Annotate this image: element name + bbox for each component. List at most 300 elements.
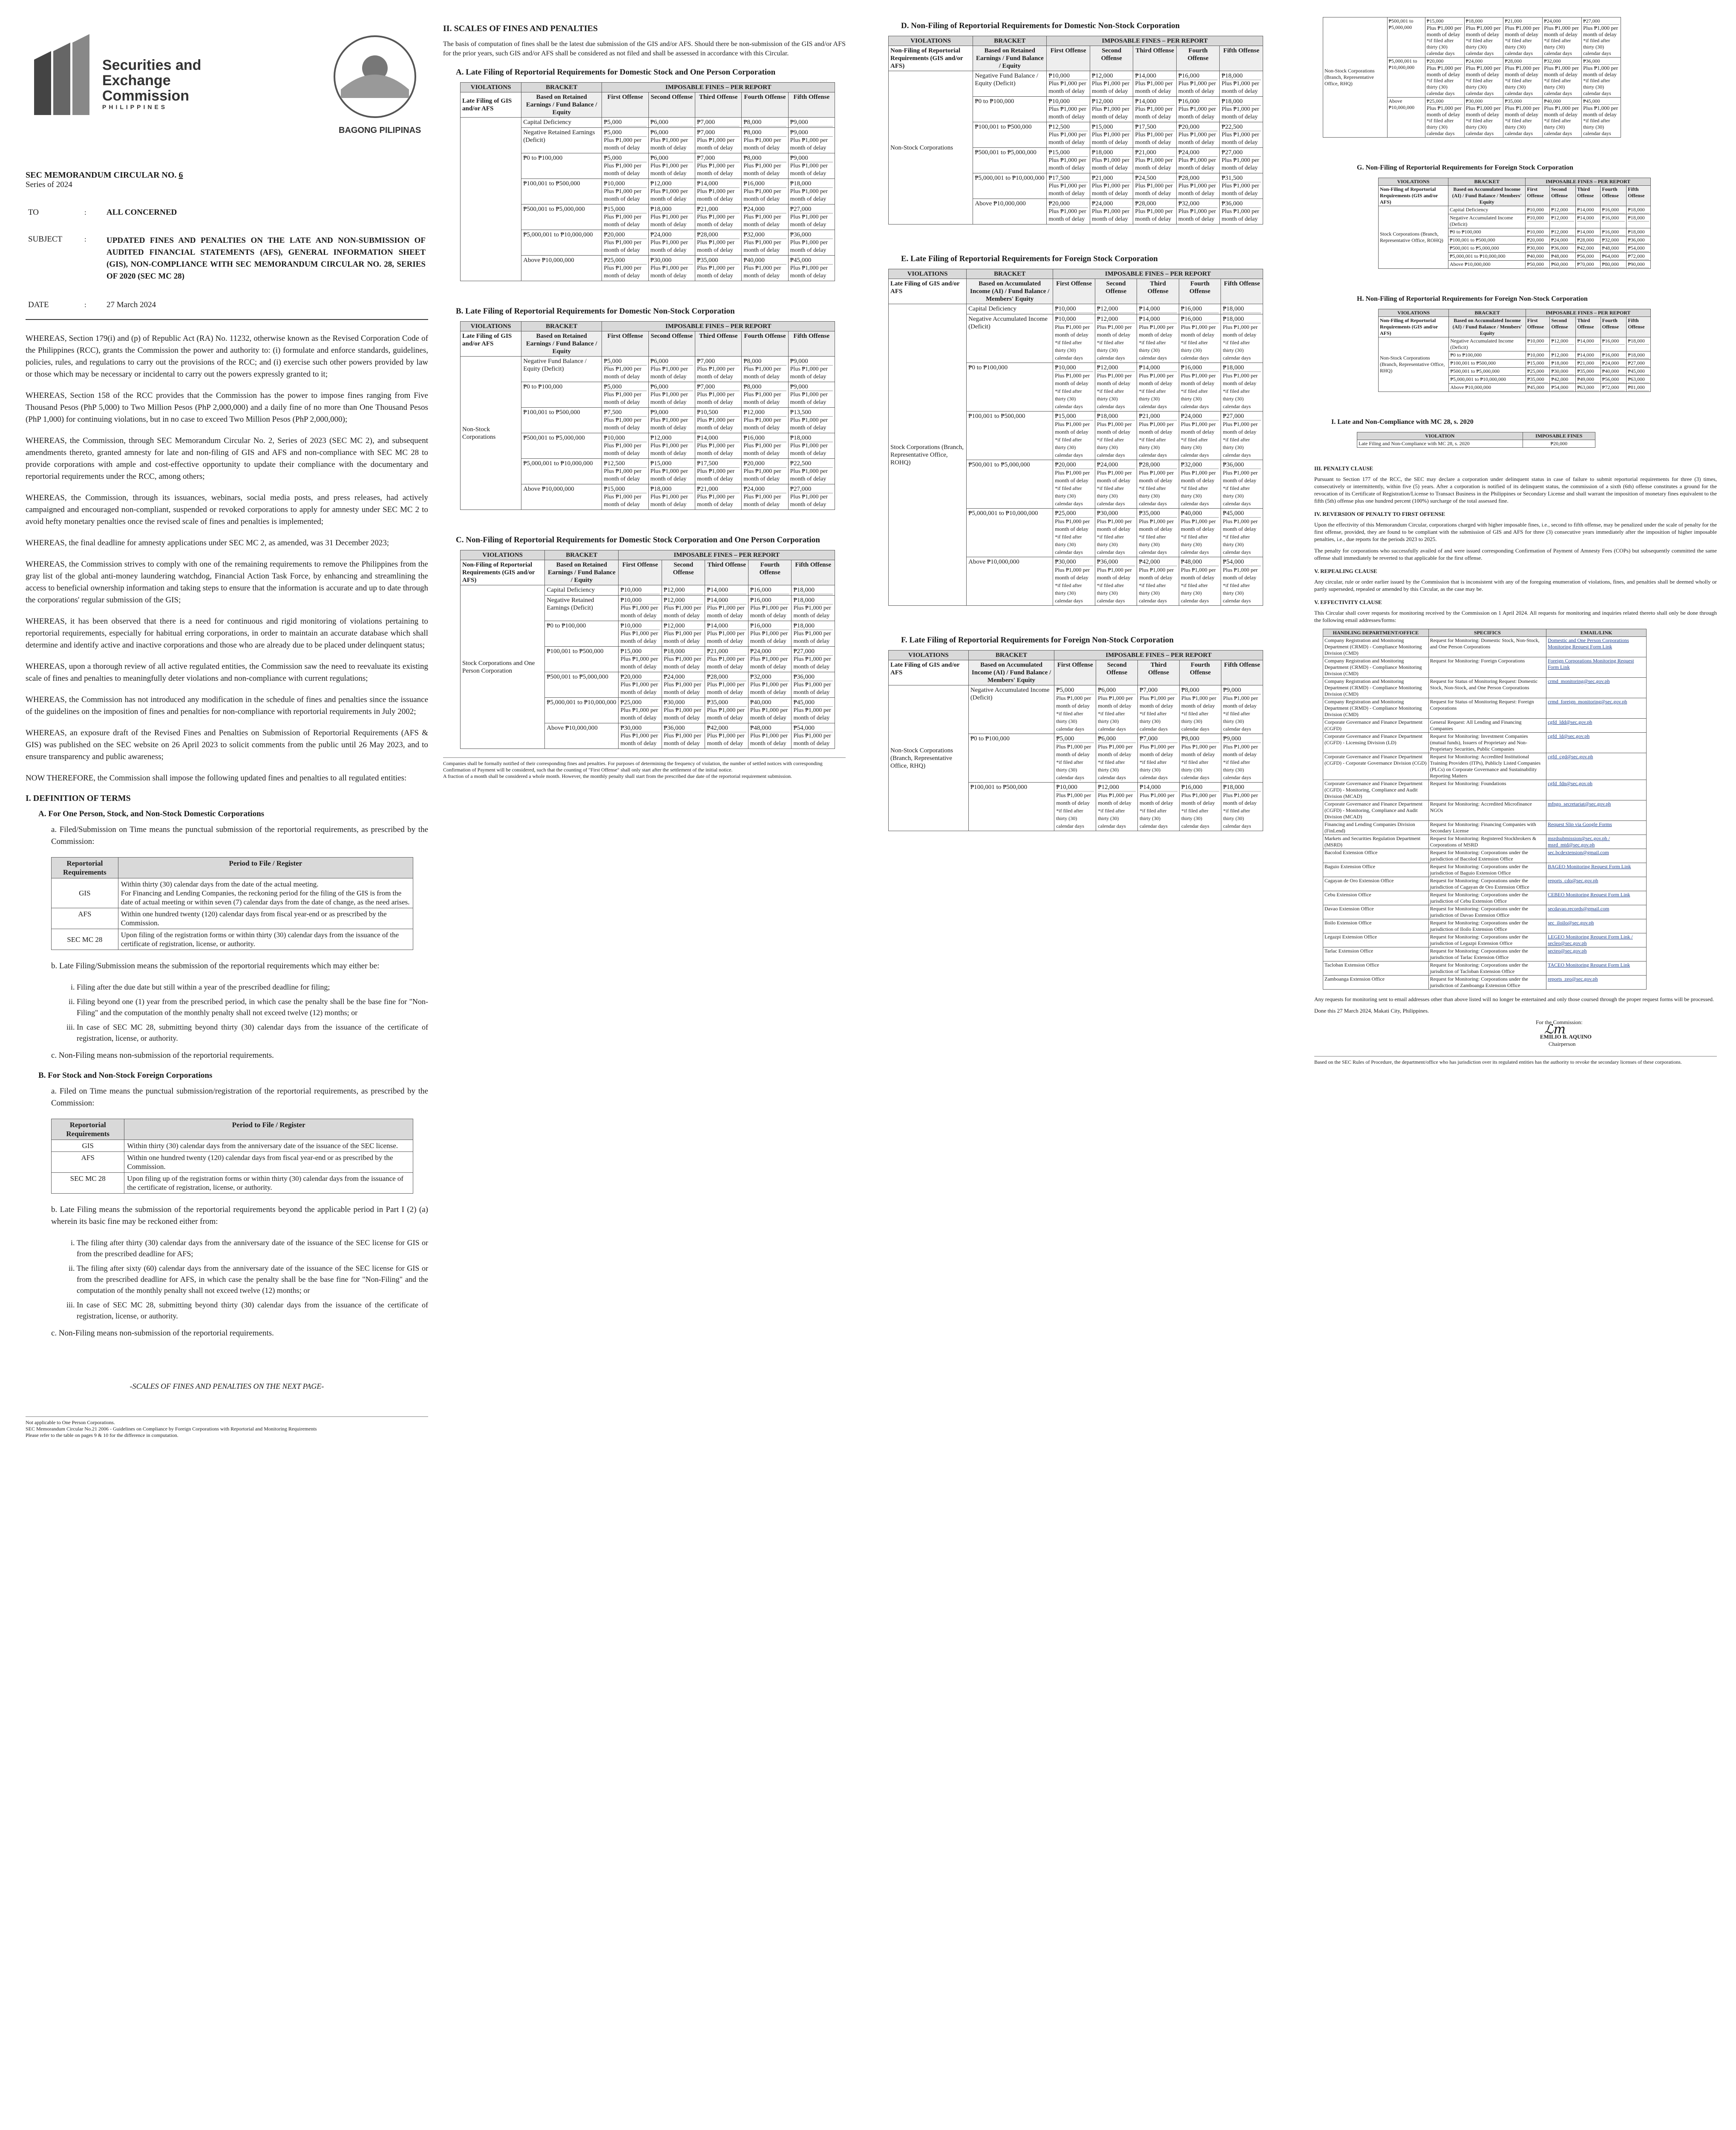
th-email: EMAIL/LINK <box>1546 629 1647 637</box>
fine-cell: ₱15,000 Plus ₱1,000 per month of delay <box>602 484 648 510</box>
fine-cell: ₱24,000 Plus ₱1,000 per month of delay <box>742 204 788 230</box>
email-link[interactable]: CEBEO Monitoring Request Form Link <box>1546 891 1647 905</box>
fine-cell: ₱32,000 Plus ₱1,000 per month of delay <box>748 672 792 698</box>
fine-cell: ₱10,000 Plus ₱1,000 per month of delay <box>619 596 662 621</box>
fine-cell: ₱6,000 Plus ₱1,000 per month of delay <box>648 128 695 153</box>
fine-cell: ₱16,000 Plus ₱1,000 per month of delay <box>1176 97 1220 122</box>
fine-cell: ₱54,000 Plus ₱1,000 per month of delay *if filed after thirty (30) calendar days <box>1221 557 1263 606</box>
definitions-title: I. DEFINITION OF TERMS <box>26 794 131 803</box>
table-a-cell: SEC MC 28 <box>52 929 118 950</box>
table-h-title: H. Non-Filing of Reportorial Requirements for Foreign Non-Stock Corporation <box>1357 295 1588 302</box>
footnote: Not applicable to One Person Corporations. <box>26 1419 115 1425</box>
footnote: A fraction of a month shall be considered a whole month. However, the monthly penalty shall start from the prescribed due date of the reportorial requirement submission. <box>443 773 792 779</box>
fine-cell: ₱8,000 Plus ₱1,000 per month of delay <box>742 153 788 179</box>
list-item: ii. The filing after sixty (60) calendar days from the anniversary date of the issuance of the SEC license for GIS or from the prescribed deadline for AFS, in which case the penalty shall be the base fine for "Non-Filing" and the computation of the monthly penalty shall not exceed twelve (12) months; or <box>77 1263 428 1296</box>
fine-cell: ₱36,000 Plus ₱1,000 per month of delay <box>792 672 835 698</box>
table-a-body <box>461 118 835 281</box>
contact-cell: Zamboanga Extension Office <box>1323 976 1429 990</box>
table-row <box>1323 733 1647 753</box>
th-violations: VIOLATIONS <box>889 651 969 660</box>
contact-cell: Request for Monitoring: Foreign Corporations <box>1428 657 1546 678</box>
email-link[interactable]: cgfd_fdn@sec.gov.ph <box>1546 780 1647 800</box>
contacts-body <box>1323 637 1647 990</box>
repealing-title: V. REPEALING CLAUSE <box>1314 568 1377 574</box>
fine-cell: ₱16,000 <box>1601 351 1627 360</box>
fine-cell: ₱14,000 <box>1576 337 1601 351</box>
fine-cell: ₱24,000 Plus ₱1,000 per month of delay *if filed after thirty (30) calendar days <box>1543 17 1582 58</box>
fine-cell: ₱14,000 <box>1576 351 1601 360</box>
fine-cell: ₱25,000 Plus ₱1,000 per month of delay <box>619 698 662 723</box>
fine-cell: ₱28,000 <box>1575 236 1601 245</box>
fine-cell: ₱14,000 <box>1575 228 1601 236</box>
fine-cell: ₱50,000 <box>1526 261 1550 269</box>
definitions-b-text: b. Late Filing/Submission means the submission of the reportorial requirements which may either be: <box>51 961 380 970</box>
table-row <box>1323 947 1647 961</box>
bracket-cell: Capital Deficiency <box>521 118 602 128</box>
contact-cell: Company Registration and Monitoring Department (CRMD) - Compliance Monitoring Division (CMD) <box>1323 678 1429 698</box>
fines-table-i <box>1357 432 1595 448</box>
fine-cell: ₱17,500 Plus ₱1,000 per month of delay <box>695 459 741 484</box>
contact-cell: Corporate Governance and Finance Department (CGFD) - Monitoring, Compliance and Audit Division (MCAD) <box>1323 780 1429 800</box>
fine-cell: ₱18,000 Plus ₱1,000 per month of delay <box>648 484 695 510</box>
bracket-cell: ₱500,001 to ₱5,000,000 <box>1448 245 1525 253</box>
contact-cell: Request for Monitoring: Corporations under the jurisdiction of Zamboanga Extension Office <box>1428 976 1546 990</box>
bracket-cell: ₱100,001 to ₱500,000 <box>968 783 1054 831</box>
bracket-cell: Above ₱10,000,000 <box>1449 384 1526 392</box>
fines-table-f <box>888 650 1263 831</box>
fine-cell: ₱9,000 Plus ₱1,000 per month of delay *if filed after thirty (30) calendar days <box>1221 734 1263 783</box>
fine-cell: ₱8,000 Plus ₱1,000 per month of delay *if filed after thirty (30) calendar days <box>1180 685 1221 734</box>
contact-cell: Request for Monitoring: Accredited Institutional Training Providers (ITPs), Publicly Listed Companies (PLCs) on Corporate Governance and Sustainability Reporting Matters <box>1428 753 1546 780</box>
fine-cell: ₱10,500 Plus ₱1,000 per month of delay <box>695 408 741 433</box>
table-row <box>889 71 1263 97</box>
bracket-cell: ₱0 to ₱100,000 <box>1449 351 1526 360</box>
to-value: ALL CONCERNED <box>107 208 177 217</box>
bracket-cell: ₱100,001 to ₱500,000 <box>545 647 619 672</box>
offense-head: First Offense <box>1054 660 1096 685</box>
fine-cell: ₱45,000 Plus ₱1,000 per month of delay *if filed after thirty (30) calendar days <box>1582 98 1621 138</box>
fines-table-f-cont <box>1323 17 1621 138</box>
fine-cell: ₱7,500 Plus ₱1,000 per month of delay <box>602 408 648 433</box>
fine-cell: ₱54,000 <box>1627 245 1651 253</box>
page-2 <box>443 17 846 780</box>
table-f-body <box>889 685 1263 831</box>
fine-cell: ₱30,000 <box>1526 245 1550 253</box>
offense-head: First Offense <box>1053 279 1095 304</box>
fine-cell: ₱8,000 Plus ₱1,000 per month of delay <box>742 382 788 408</box>
th-bracket: BRACKET <box>545 550 619 560</box>
offense-head: Fifth Offense <box>1627 317 1651 337</box>
email-link[interactable]: msrdsubmission@sec.gov.ph / msrd_mtd@sec.gov.ph <box>1546 835 1647 849</box>
table-row <box>1323 835 1647 849</box>
fine-cell: ₱32,000 Plus ₱1,000 per month of delay *if filed after thirty (30) calendar days <box>1179 460 1221 509</box>
bracket-head: Based on Accumulated Income (AI) / Fund Balance / Members' Equity <box>967 279 1053 304</box>
contact-cell: Company Registration and Monitoring Department (CRMD) - Compliance Monitoring Division (CMD) <box>1323 637 1429 657</box>
fine-cell: ₱14,000 <box>1575 214 1601 228</box>
contact-cell: Request for Monitoring: Corporations under the jurisdiction of Baguio Extension Office <box>1428 863 1546 877</box>
fine-cell: ₱18,000 Plus ₱1,000 per month of delay *if filed after thirty (30) calendar days <box>1221 783 1263 831</box>
fine-cell: ₱35,000 <box>1526 376 1550 384</box>
table-b-cell: Within thirty (30) calendar days from the anniversary date of the issuance of the SEC license. <box>124 1140 413 1152</box>
contact-cell: Company Registration and Monitoring Department (CRMD) - Compliance Monitoring Division (CMD) <box>1323 698 1429 719</box>
footnote: SEC Memorandum Circular No.21 2006 - Guidelines on Compliance by Foreign Corporations with Reportorial and Monitoring Requirements <box>26 1426 317 1432</box>
fine-cell: ₱9,000 Plus ₱1,000 per month of delay <box>648 408 695 433</box>
bracket-cell: ₱100,001 to ₱500,000 <box>1449 360 1526 368</box>
fine-cell: ₱45,000 Plus ₱1,000 per month of delay *if filed after thirty (30) calendar days <box>1221 509 1263 557</box>
email-link[interactable]: reports_zeo@sec.gov.ph <box>1546 976 1647 990</box>
contact-cell: Tacloban Extension Office <box>1323 961 1429 976</box>
bracket-cell: ₱100,001 to ₱500,000 <box>521 408 602 433</box>
fine-cell: ₱12,000 Plus ₱1,000 per month of delay <box>1090 71 1133 97</box>
fine-cell: ₱18,000 Plus ₱1,000 per month of delay <box>788 433 835 459</box>
violation-label: Non-Filing of Reportorial Requirements (GIS and/or AFS) <box>890 47 963 69</box>
fine-cell: ₱9,000 Plus ₱1,000 per month of delay <box>788 382 835 408</box>
contact-cell: Cagayan de Oro Extension Office <box>1323 877 1429 891</box>
th-bracket: BRACKET <box>1448 178 1525 186</box>
bracket-cell: ₱500,001 to ₱5,000,000 <box>967 460 1053 509</box>
fine-cell: ₱16,000 Plus ₱1,000 per month of delay <box>742 433 788 459</box>
definitions-b-list <box>51 982 428 1044</box>
fine-cell: ₱21,000 Plus ₱1,000 per month of delay <box>1133 148 1177 173</box>
fine-cell: ₱12,500 Plus ₱1,000 per month of delay <box>602 459 648 484</box>
table-b-body <box>461 357 835 510</box>
contact-cell: Request for Monitoring: Corporations under the jurisdiction of Iloilo Extension Office <box>1428 919 1546 933</box>
table-f-title: F. Late Filing of Reportorial Requirements for Foreign Non-Stock Corporation <box>901 636 1174 645</box>
fine-cell: ₱12,000 <box>662 585 705 596</box>
fine-cell: ₱15,000 <box>1526 360 1550 368</box>
table-f-cont-body <box>1323 17 1621 138</box>
fine-cell: ₱32,000 Plus ₱1,000 per month of delay *if filed after thirty (30) calendar days <box>1543 58 1582 98</box>
table-row <box>1323 821 1647 835</box>
fine-cell: ₱28,000 Plus ₱1,000 per month of delay <box>705 672 749 698</box>
offense-head: Third Offense <box>705 560 749 585</box>
fine-cell: ₱24,500 Plus ₱1,000 per month of delay <box>1133 173 1177 199</box>
contact-cell: Baguio Extension Office <box>1323 863 1429 877</box>
bracket-cell: Negative Retained Earnings (Deficit) <box>521 128 602 153</box>
fine-cell: ₱27,000 Plus ₱1,000 per month of delay <box>792 647 835 672</box>
fines-table-h <box>1378 309 1651 392</box>
fine-cell: ₱32,000 Plus ₱1,000 per month of delay <box>742 230 788 256</box>
th-fines: IMPOSABLE FINES – PER REPORT <box>619 550 835 560</box>
fine-cell: ₱16,000 <box>1601 214 1627 228</box>
offense-head: First Offense <box>1526 317 1550 337</box>
table-row <box>1323 891 1647 905</box>
footnotes-page2 <box>443 757 846 780</box>
email-link[interactable]: cgfd_cgd@sec.gov.ph <box>1546 753 1647 780</box>
contact-cell: Request for Monitoring: Investment Companies (mutual funds), Issuers of Proprietary and Non-Proprietary Securities, Public Companies <box>1428 733 1546 753</box>
table-row <box>461 118 835 128</box>
email-link[interactable]: TACEO Monitoring Request Form Link <box>1546 961 1647 976</box>
fine-cell: ₱42,000 <box>1550 376 1576 384</box>
bracket-cell: Negative Accumulated Income (Deficit) <box>1448 214 1525 228</box>
contact-cell: Markets and Securities Regulation Department (MSRD) <box>1323 835 1429 849</box>
table-a-cell: Within thirty (30) calendar days from the date of the actual meeting. For Financing and Lending Companies, the reckoning period for the filing of the GIS is from the date of actual meeting or within seven (7) calendar days from the date of change, as the need arises. <box>118 878 413 908</box>
bracket-cell: ₱5,000,001 to ₱10,000,000 <box>1448 253 1525 261</box>
email-link[interactable]: LEGEO Monitoring Request Form Link / secleo@sec.gov.ph <box>1546 933 1647 947</box>
offense-head: First Offense <box>1047 46 1090 71</box>
whereas-7: WHEREAS, it has been observed that there is a need for continuous and rigid monitoring of violations pertaining to reportorial requirements, especially for habitual erring corporations, in order to maintain an accurate database which shall determine and identify active and inactive corporations and those who are already due to be placed under delinquent status; <box>26 617 428 650</box>
bracket-head: Based on Retained Earnings / Fund Balance / Equity <box>545 560 619 585</box>
email-link[interactable]: mfngo_secretariat@sec.gov.ph <box>1546 800 1647 821</box>
email-link[interactable]: Foreign Corporations Monitoring Request Form Link <box>1546 657 1647 678</box>
fine-cell: ₱7,000 Plus ₱1,000 per month of delay <box>695 153 741 179</box>
email-link[interactable]: Domestic and One Person Corporations Monitoring Request Form Link <box>1546 637 1647 657</box>
fine-cell: ₱5,000 Plus ₱1,000 per month of delay <box>602 128 648 153</box>
fine-cell: ₱54,000 Plus ₱1,000 per month of delay <box>792 723 835 749</box>
table-row <box>1323 905 1647 919</box>
fine-cell: ₱16,000 Plus ₱1,000 per month of delay *if filed after thirty (30) calendar days <box>1180 783 1221 831</box>
bracket-cell: Above ₱10,000,000 <box>521 484 602 510</box>
fine-cell: ₱20,000 Plus ₱1,000 per month of delay <box>602 230 648 256</box>
violation-cell <box>889 46 973 71</box>
fine-cell: ₱20,000 Plus ₱1,000 per month of delay <box>742 459 788 484</box>
bracket-head: Based on Retained Earnings / Fund Balance / Equity <box>521 331 602 357</box>
th-violations: VIOLATIONS <box>461 550 545 560</box>
footnote: Please refer to the table on pages 9 & 10 for the difference in computation. <box>26 1432 178 1438</box>
fine-cell: ₱56,000 <box>1601 376 1627 384</box>
contact-cell: Request for Status of Monitoring Request: Domestic Stock, Non-Stock, and One Person Corporations <box>1428 678 1546 698</box>
th-bracket: BRACKET <box>973 36 1047 46</box>
fine-cell: ₱35,000 Plus ₱1,000 per month of delay <box>705 698 749 723</box>
bracket-cell: ₱100,001 to ₱500,000 <box>521 179 602 204</box>
email-link[interactable]: secdavao.records@gmail.com <box>1546 905 1647 919</box>
violation-cell <box>461 560 545 585</box>
fines-table-c <box>460 550 835 749</box>
fine-cell: ₱48,000 <box>1601 245 1627 253</box>
fine-cell: ₱12,000 Plus ₱1,000 per month of delay <box>742 408 788 433</box>
fine-cell: ₱16,000 Plus ₱1,000 per month of delay <box>742 179 788 204</box>
whereas-6: WHEREAS, the Commission strives to comply with one of the remaining requirements to remove the Philippines from the gray list of the global anti-money laundering watchdog, Financial Action Task Force, by enhancing and streamlining the access to beneficial ownership information and taking steps to ensure that the information is accurate and up to date through the corporations' regular submission of the GIS; <box>26 560 428 604</box>
fine-cell: ₱90,000 <box>1627 261 1651 269</box>
list-item: iii. In case of SEC MC 28, submitting beyond thirty (30) calendar days from the issuance of the certificate of registration, license, or authority. <box>77 1299 428 1321</box>
fine-cell: ₱16,000 Plus ₱1,000 per month of delay *if filed after thirty (30) calendar days <box>1179 314 1221 363</box>
fine-cell: ₱40,000 Plus ₱1,000 per month of delay *if filed after thirty (30) calendar days <box>1543 98 1582 138</box>
fine-cell: ₱12,000 <box>1550 351 1576 360</box>
fine-cell: ₱18,000 <box>792 585 835 596</box>
offense-head: Fourth Offense <box>1601 186 1627 206</box>
bracket-cell: ₱500,001 to ₱5,000,000 <box>545 672 619 698</box>
fine-cell: ₱14,000 Plus ₱1,000 per month of delay <box>695 179 741 204</box>
violation-label: Non-Filing of Reportorial Requirements (GIS and/or AFS) <box>462 561 535 584</box>
fine-cell: ₱12,500 Plus ₱1,000 per month of delay <box>1047 122 1090 148</box>
violation-label: Late Filing of GIS and/or AFS <box>462 98 512 112</box>
for-commission: For the Commission: <box>1536 1019 1583 1025</box>
contact-cell: Bacolod Extension Office <box>1323 849 1429 863</box>
whereas-5: WHEREAS, the final deadline for amnesty applications under SEC MC 2, as amended, was 31 December 2023; <box>26 538 389 547</box>
fine-cell: ₱12,000 Plus ₱1,000 per month of delay <box>648 179 695 204</box>
email-link[interactable]: reports_cdo@sec.gov.ph <box>1546 877 1647 891</box>
fine-cell: ₱9,000 Plus ₱1,000 per month of delay <box>788 357 835 382</box>
fine-cell: ₱72,000 <box>1627 253 1651 261</box>
th-bracket: BRACKET <box>967 269 1053 279</box>
contact-cell: General Request: All Lending and Financing Companies <box>1428 719 1546 733</box>
fine-cell: ₱5,000 <box>602 118 648 128</box>
fine-cell: ₱16,000 Plus ₱1,000 per month of delay <box>748 621 792 647</box>
fine-cell: ₱32,000 <box>1601 236 1627 245</box>
table-c-body <box>461 585 835 749</box>
table-g-body <box>1379 206 1651 269</box>
fine-cell: ₱54,000 <box>1550 384 1576 392</box>
entity-cell: Stock Corporations (Branch, Representative Office, ROHQ) <box>1379 206 1448 269</box>
offense-head: Fifth Offense <box>788 331 835 357</box>
bracket-cell: ₱0 to ₱100,000 <box>545 621 619 647</box>
violation-cell <box>889 660 969 685</box>
th-fines: IMPOSABLE FINES <box>1523 432 1595 440</box>
signature-icon: ℒm <box>1544 1022 1566 1037</box>
scales-intro: The basis of computation of fines shall be the latest due submission of the GIS and/or AFS. Should there be non-submission of the GIS and/or AFS for the prior years, such GIS and/or AFS shall be considered as not filed and shall be assessed in accordance with this Circular. <box>443 40 846 57</box>
fine-cell: ₱63,000 <box>1576 384 1601 392</box>
email-link[interactable]: sec.bcdextension@gmail.com <box>1546 849 1647 863</box>
fine-cell: ₱21,000 Plus ₱1,000 per month of delay <box>705 647 749 672</box>
offense-head: Second Offense <box>1549 186 1575 206</box>
email-link[interactable]: cgfd_ldd@sec.gov.ph <box>1546 719 1647 733</box>
fine-cell: ₱9,000 <box>788 118 835 128</box>
closing-text: Any requests for monitoring sent to email addresses other than above listed will no longer be entertained and only those coursed through the proper request forms will be processed. <box>1314 996 1714 1002</box>
email-link[interactable]: secteo@sec.gov.ph <box>1546 947 1647 961</box>
bracket-cell: ₱0 to ₱100,000 <box>1448 228 1525 236</box>
violation-label: Late Filing of GIS and/or AFS <box>462 333 512 347</box>
fine-cell: ₱45,000 Plus ₱1,000 per month of delay <box>792 698 835 723</box>
email-link[interactable]: BAGEO Monitoring Request Form Link <box>1546 863 1647 877</box>
contact-cell: Davao Extension Office <box>1323 905 1429 919</box>
bracket-cell: ₱0 to ₱100,000 <box>521 153 602 179</box>
fine-cell: ₱10,000 <box>1526 228 1550 236</box>
offense-head: First Offense <box>1526 186 1550 206</box>
fine-cell: ₱12,000 <box>1095 304 1137 314</box>
contact-cell: Corporate Governance and Finance Department (CGFD) <box>1323 719 1429 733</box>
fine-cell: ₱10,000 Plus ₱1,000 per month of delay *if filed after thirty (30) calendar days <box>1053 314 1095 363</box>
violation-cell <box>461 331 521 357</box>
email-link[interactable]: Request Slip via Google Forms <box>1546 821 1647 835</box>
fine-cell: ₱27,000 Plus ₱1,000 per month of delay <box>1220 148 1263 173</box>
table-row <box>1323 17 1621 58</box>
th-fines: IMPOSABLE FINES – PER REPORT <box>1526 178 1651 186</box>
email-link[interactable]: crmd_foreign_monitoring@sec.gov.ph <box>1546 698 1647 719</box>
bracket-head: Based on Accumulated Income (AI) / Fund Balance / Members' Equity <box>1448 186 1525 206</box>
bagong-pilipinas-logo-icon <box>332 34 417 119</box>
fine-cell: ₱6,000 Plus ₱1,000 per month of delay <box>648 153 695 179</box>
th-fines: IMPOSABLE FINES – PER REPORT <box>1526 309 1650 317</box>
contact-cell: Corporate Governance and Finance Department (CGFD) - Monitoring, Compliance and Audit Division (MCAD) <box>1323 800 1429 821</box>
table-i-title: I. Late and Non-Compliance with MC 28, s. 2020 <box>1331 418 1474 426</box>
contact-cell: Request for Monitoring: Corporations under the jurisdiction of Legazpi Extension Office <box>1428 933 1546 947</box>
memo-label: SEC MEMORANDUM CIRCULAR NO. <box>26 170 177 180</box>
offense-head: Fifth Offense <box>788 92 835 118</box>
fine-cell: ₱27,000 <box>1627 360 1651 368</box>
fine-cell: ₱7,000 Plus ₱1,000 per month of delay <box>695 128 741 153</box>
contact-cell: Request for Monitoring: Accredited Microfinance NGOs <box>1428 800 1546 821</box>
fine-cell: ₱17,500 Plus ₱1,000 per month of delay <box>1047 173 1090 199</box>
fine-cell: ₱5,000 Plus ₱1,000 per month of delay <box>602 357 648 382</box>
offense-head: Third Offense <box>1575 186 1601 206</box>
email-link[interactable]: cgfd_ld@sec.gov.ph <box>1546 733 1647 753</box>
table-a-head-2: Period to File / Register <box>118 858 413 878</box>
memo-number: 6 <box>178 170 183 180</box>
bracket-cell: Above ₱10,000,000 <box>545 723 619 749</box>
bracket-cell: Negative Accumulated Income (Deficit) <box>968 685 1054 734</box>
fine-cell: ₱21,000 Plus ₱1,000 per month of delay <box>1090 173 1133 199</box>
page-3 <box>888 17 1291 831</box>
fine-cell: ₱20,000 <box>1526 236 1550 245</box>
fine-cell: ₱35,000 Plus ₱1,000 per month of delay *if filed after thirty (30) calendar days <box>1503 98 1543 138</box>
memo-series: Series of 2024 <box>26 180 72 189</box>
offense-head: Third Offense <box>695 331 741 357</box>
violation-label: Non-Filing of Reportorial Requirements (GIS and/or AFS) <box>1380 317 1438 336</box>
table-row <box>1379 206 1651 214</box>
fine-cell: ₱18,000 Plus ₱1,000 per month of delay <box>792 596 835 621</box>
table-b-cell: SEC MC 28 <box>52 1173 124 1194</box>
fine-cell: ₱18,000 <box>1550 360 1576 368</box>
done-text: Done this 27 March 2024, Makati City, Philippines. <box>1314 1007 1429 1014</box>
list-item: iii. In case of SEC MC 28, submitting beyond thirty (30) calendar days from the issuance of the certificate of registration, license, or authority. <box>77 1022 428 1044</box>
fine-cell: ₱36,000 <box>1549 245 1575 253</box>
violation-label: Non-Filing of Reportorial Requirements (GIS and/or AFS) <box>1380 186 1438 205</box>
fine-cell: ₱18,000 <box>1627 214 1651 228</box>
contact-cell: Request for Monitoring: Foundations <box>1428 780 1546 800</box>
fine-cell: ₱72,000 <box>1601 384 1627 392</box>
contact-cell: Tarlac Extension Office <box>1323 947 1429 961</box>
fine-cell: ₱40,000 Plus ₱1,000 per month of delay <box>742 256 788 281</box>
fine-cell: ₱10,000 Plus ₱1,000 per month of delay <box>602 179 648 204</box>
table-b-head-1: Reportorial Requirements <box>52 1119 124 1140</box>
table-a-title: A. Late Filing of Reportorial Requirements for Domestic Stock and One Person Corporation <box>456 68 776 77</box>
th-bracket: BRACKET <box>521 83 602 92</box>
table-a-cell: Upon filing of the registration forms or within thirty (30) calendar days from the issuance of the certificate of registration, license, or authority. <box>118 929 413 950</box>
table-d-body <box>889 71 1263 225</box>
fine-cell: ₱12,000 <box>1550 337 1576 351</box>
table-i-cell: Late Filing and Non-Compliance with MC 28, s. 2020 <box>1357 440 1523 448</box>
fine-cell: ₱45,000 <box>1627 368 1651 376</box>
contact-cell: Request for Monitoring: Financing Companies with Secondary License <box>1428 821 1546 835</box>
offense-head: Third Offense <box>695 92 741 118</box>
bracket-cell: ₱0 to ₱100,000 <box>973 97 1047 122</box>
email-link[interactable]: crmd_monitoring@sec.gov.ph <box>1546 678 1647 698</box>
fine-cell: ₱12,000 Plus ₱1,000 per month of delay *if filed after thirty (30) calendar days <box>1096 783 1138 831</box>
fine-cell: ₱12,000 Plus ₱1,000 per month of delay *if filed after thirty (30) calendar days <box>1095 363 1137 412</box>
definitions-a-text: a. Filed/Submission on Time means the punctual submission of the reportorial requirements, as prescribed by the Commission: <box>51 825 428 846</box>
offense-head: Second Offense <box>1095 279 1137 304</box>
table-row <box>1323 719 1647 733</box>
whereas-2: WHEREAS, Section 158 of the RCC provides that the Commission has the power to impose fines ranging from Five Thousand Pesos (PhP 5,000) to Two Million Pesos (PhP 2,000,000) and a daily fine of no more than One Thousand Pesos (PhP 1,000) for continuing violations, but in no case to exceed Two Million Pesos (PhP 2,000,000); <box>26 391 428 424</box>
violation-cell <box>889 279 967 304</box>
fine-cell: ₱56,000 <box>1575 253 1601 261</box>
fine-cell: ₱5,000 Plus ₱1,000 per month of delay *if filed after thirty (30) calendar days <box>1054 685 1096 734</box>
table-a-cell: GIS <box>52 878 118 908</box>
violation-label: Late Filing of GIS and/or AFS <box>890 280 960 295</box>
fine-cell: ₱8,000 Plus ₱1,000 per month of delay <box>742 357 788 382</box>
offense-head: Third Offense <box>1138 660 1180 685</box>
offense-head: Fifth Offense <box>792 560 835 585</box>
offense-head: Fifth Offense <box>1220 46 1263 71</box>
fine-cell: ₱10,000 Plus ₱1,000 per month of delay <box>1047 97 1090 122</box>
offense-head: Fifth Offense <box>1221 279 1263 304</box>
fine-cell: ₱13,500 Plus ₱1,000 per month of delay <box>788 408 835 433</box>
fine-cell: ₱14,000 Plus ₱1,000 per month of delay *if filed after thirty (30) calendar days <box>1138 783 1180 831</box>
bracket-cell: Negative Fund Balance / Equity (Deficit) <box>973 71 1047 97</box>
fine-cell: ₱24,000 Plus ₱1,000 per month of delay <box>648 230 695 256</box>
fine-cell: ₱22,500 Plus ₱1,000 per month of delay <box>1220 122 1263 148</box>
email-link[interactable]: sec_iloilo@sec.gov.ph <box>1546 919 1647 933</box>
fine-cell: ₱24,000 Plus ₱1,000 per month of delay *if filed after thirty (30) calendar days <box>1095 460 1137 509</box>
foreign-c-text: c. Non-Filing means non-submission of the reportorial requirements. <box>51 1329 274 1338</box>
definitions-b-title: B. For Stock and Non-Stock Foreign Corporations <box>38 1071 213 1080</box>
offense-head: Third Offense <box>1133 46 1177 71</box>
next-page-note: -SCALES OF FINES AND PENALTIES ON THE NEXT PAGE- <box>130 1382 324 1390</box>
bracket-cell: ₱5,000,001 to ₱10,000,000 <box>1449 376 1526 384</box>
fine-cell: ₱18,000 Plus ₱1,000 per month of delay <box>792 621 835 647</box>
fine-cell: ₱6,000 Plus ₱1,000 per month of delay *if filed after thirty (30) calendar days <box>1096 734 1138 783</box>
fine-cell: ₱14,000 <box>1575 206 1601 214</box>
